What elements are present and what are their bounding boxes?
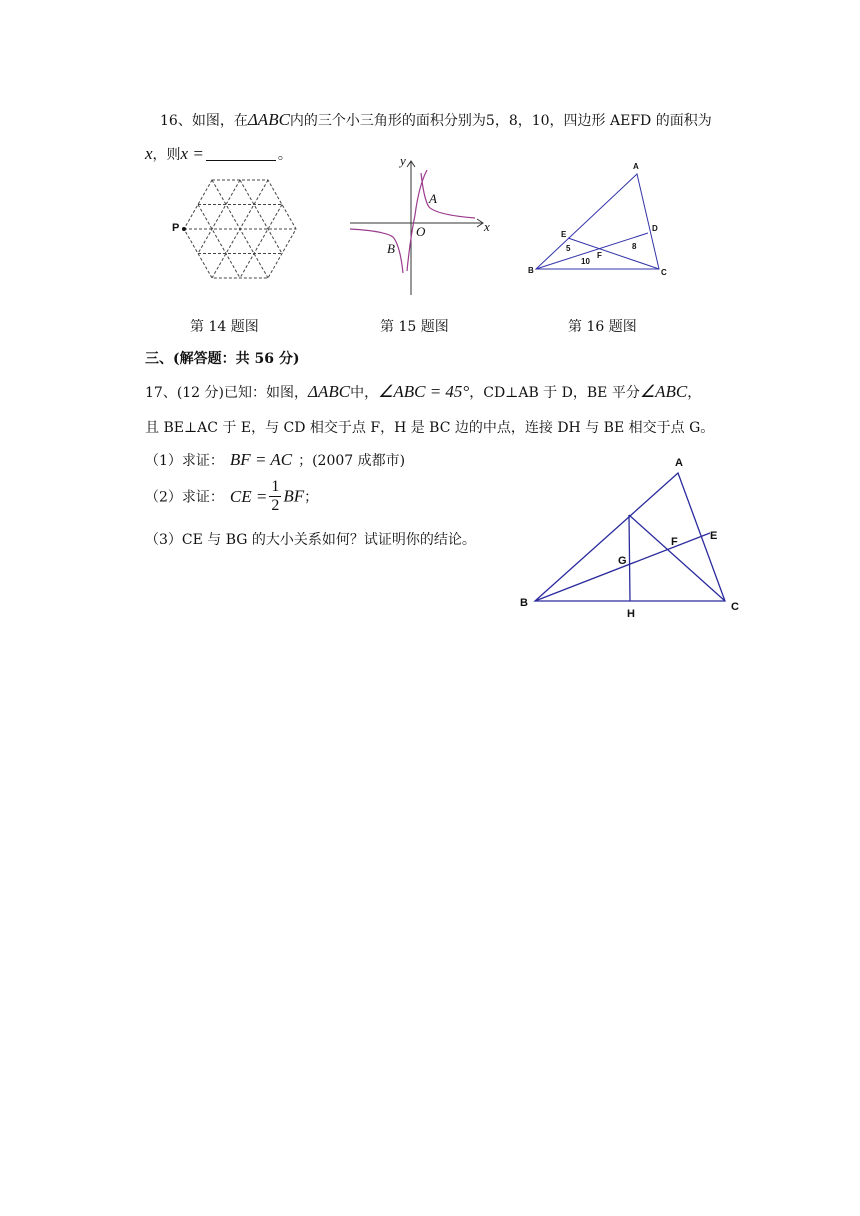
q17-triangle-abc: ΔABC	[308, 382, 351, 401]
q16-triangle-abc: ΔABC	[247, 110, 290, 129]
figure-15-y-axis-label: y	[400, 153, 406, 168]
fraction-numerator: 1	[271, 478, 280, 495]
q16-x-variable: x	[145, 144, 153, 163]
q17-part-1	[145, 450, 405, 470]
figure-15-curve-a-label: A	[429, 191, 437, 206]
section-3-heading: 三、(解答题：共 56 分)	[145, 351, 300, 367]
q16-text: 内的三个小三角形的面积分别为5，8，10，四边形 AEFD 的面积为	[289, 113, 712, 129]
figure-15-curve-b-label: B	[387, 241, 395, 256]
figure-17-label-f: F	[671, 536, 678, 548]
figure-16-label-a: A	[633, 162, 639, 171]
q17-intro: 17、(12 分)已知：如图，	[145, 385, 309, 401]
q17-part-2-bf: BF	[283, 486, 305, 506]
q17-part-3: （3）CE 与 BG 的大小关系如何？试证明你的结论。	[145, 532, 476, 548]
q16-line2	[145, 144, 292, 164]
q17-part-2-ce: CE =	[229, 486, 268, 506]
figure-17-label-h: H	[627, 608, 635, 620]
figure-14-caption: 第 14 题图	[190, 319, 259, 335]
q17-part-1-expression: BF = AC	[229, 450, 293, 469]
figure-16-area-10: 10	[581, 257, 590, 266]
figure-17-label-b: B	[520, 597, 528, 609]
figure-16-area-5: 5	[566, 244, 571, 253]
figure-14-hexagon-grid	[170, 170, 310, 295]
q17-angle-abc-45: ∠ABC = 45°	[378, 382, 470, 401]
q17-text-zhong: 中，	[350, 385, 379, 401]
q17-part-1-label: （1）求证：	[145, 453, 224, 469]
q17-part-2	[145, 478, 318, 515]
q17-cd-perp-ab: ，CD⊥AB 于 D，BE 平分	[469, 385, 640, 401]
figure-16-label-c: C	[661, 268, 667, 277]
q16-line1	[160, 110, 712, 130]
figure-17-label-c: C	[731, 601, 739, 613]
q17-line1	[145, 382, 701, 402]
q16-period: 。	[277, 147, 292, 163]
figure-15-origin-label: O	[416, 224, 426, 239]
figure-17-label-a: A	[675, 457, 683, 469]
figure-17-label-e: E	[710, 530, 718, 542]
fraction-denominator: 2	[271, 497, 280, 514]
q16-number: 16、如图，在	[160, 113, 248, 129]
figure-16-label-e: E	[561, 230, 567, 239]
figure-17-label-g: G	[618, 555, 627, 567]
q17-line2: 且 BE⊥AC 于 E，与 CD 相交于点 F，H 是 BC 边的中点，连接 DH 与 BE 相交于点 G。	[145, 420, 715, 436]
q17-part-2-label: （2）求证：	[145, 489, 224, 506]
q17-part-2-semicolon: ；	[304, 489, 319, 506]
figure-15-x-axis-label: x	[484, 219, 490, 234]
figure-15-caption: 第 15 题图	[380, 319, 449, 335]
figure-16-label-f: F	[597, 251, 602, 260]
figure-16-area-8: 8	[632, 242, 637, 251]
q17-part-1-source: ；(2007 成都市)	[298, 453, 406, 469]
q16-x-equals: x =	[180, 144, 204, 163]
q17-comma: ，	[687, 385, 702, 401]
q17-angle-abc: ∠ABC	[639, 382, 688, 401]
figure-14-point-p: P	[172, 222, 180, 234]
figure-16-caption: 第 16 题图	[568, 319, 637, 335]
q17-part-2-fraction	[269, 478, 281, 515]
figure-16-label-b: B	[528, 266, 534, 275]
figure-17-triangle	[530, 460, 740, 620]
figure-16-label-d: D	[652, 224, 658, 233]
q16-answer-blank	[206, 146, 276, 161]
q16-text2: ，则	[152, 147, 181, 163]
